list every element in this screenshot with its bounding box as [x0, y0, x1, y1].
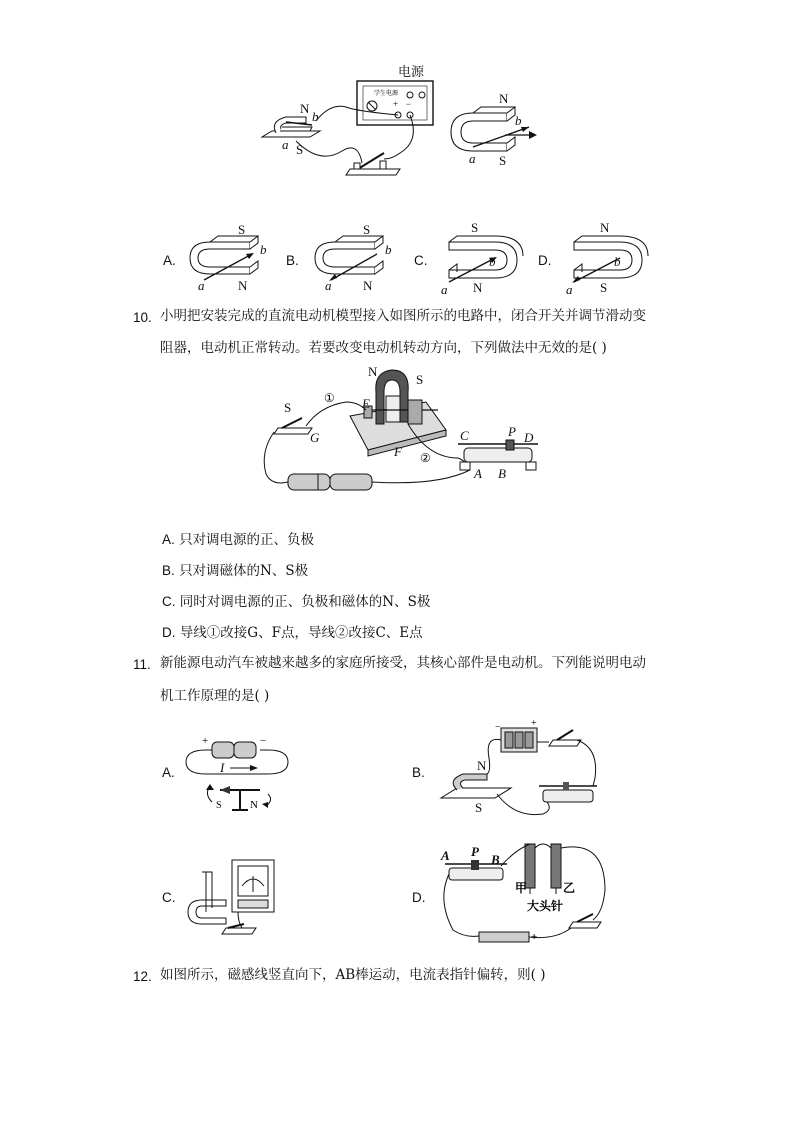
q11d-P: P	[471, 844, 479, 859]
q9-option-c-letter[interactable]: C.	[414, 253, 428, 268]
q9-b-top: S	[363, 222, 371, 237]
q11-option-c-figure	[182, 856, 282, 942]
q11-option-d-figure	[435, 840, 610, 950]
q10-stem-line2: 阻器，电动机正常转动。若要改变电动机转动方向，下列做法中无效的是( )	[160, 340, 607, 356]
q12-stem: 如图所示，磁感线竖直向下，AB棒运动，电流表指针偏转，则( )	[160, 967, 546, 983]
q11d-pins: 大头针	[527, 899, 564, 913]
q10-option-d[interactable]	[162, 626, 423, 641]
q10-option-b[interactable]	[162, 564, 308, 579]
q11d-minus: −	[473, 931, 480, 943]
q10-fig-C: C	[460, 428, 469, 443]
q9-a-a: a	[198, 278, 205, 293]
q9-a-b: b	[260, 242, 267, 257]
q10-fig-S: S	[416, 372, 424, 387]
q10-fig-wire1: ①	[324, 391, 335, 405]
q11-stem-line1: 新能源电动汽车被越来越多的家庭所接受，其核心部件是电动机。下列能说明电动	[160, 655, 646, 671]
q10-option-a[interactable]	[162, 533, 314, 548]
q9-c-a: a	[441, 282, 448, 297]
q9-ref-n: N	[499, 91, 509, 106]
q9-ref-a: a	[469, 151, 476, 166]
q9-b-bottom: N	[363, 278, 373, 293]
q10-fig-wire2: ②	[420, 451, 431, 465]
q9-option-b-figure	[305, 222, 395, 294]
q11-stem-line2: 机工作原理的是( )	[160, 688, 270, 704]
q11d-yi: 乙	[563, 881, 576, 895]
q10-option-c[interactable]	[162, 595, 430, 610]
q9-c-b: b	[489, 254, 496, 269]
q11-number: 11.	[133, 657, 151, 672]
q11b-S: S	[475, 800, 483, 815]
q9-a-bottom: N	[238, 278, 248, 293]
q11-option-c-letter[interactable]: C.	[162, 890, 176, 905]
q10-option-d-text: 导线①改接G、F点，导线②改接C、E点	[179, 625, 423, 641]
q11d-B: B	[491, 852, 500, 867]
q11-option-b-figure	[435, 718, 605, 828]
q9-option-a-letter[interactable]: A.	[163, 253, 176, 268]
q9-d-a: a	[566, 282, 573, 297]
q11a-plus: +	[202, 735, 209, 747]
q10-option-d-letter: D.	[162, 625, 176, 640]
q12-number: 12.	[133, 969, 152, 984]
q9-option-d-letter[interactable]: D.	[538, 253, 552, 268]
q10-fig-E: E	[362, 396, 370, 411]
power-panel-text: 学生电源	[374, 90, 399, 97]
q9-ref-s: S	[499, 153, 507, 168]
q11d-plus: +	[531, 931, 538, 943]
q11b-minus: −	[495, 722, 501, 733]
q10-fig-B: B	[498, 466, 506, 481]
q9-b-b: b	[385, 242, 392, 257]
q10-option-c-text: 同时对调电源的正、负极和磁体的N、S极	[179, 594, 431, 610]
q11-option-b-letter[interactable]: B.	[412, 765, 425, 780]
q11b-plus: +	[531, 718, 537, 729]
q9-option-d-figure	[560, 220, 660, 296]
q10-option-b-letter: B.	[162, 563, 175, 578]
q9-d-bottom: S	[600, 280, 608, 295]
q11-option-d-letter[interactable]: D.	[412, 890, 426, 905]
q11a-minus: −	[260, 735, 267, 747]
q10-fig-A: A	[474, 466, 482, 481]
q10-fig-switch: S	[284, 400, 292, 415]
q10-stem-line1: 小明把安装完成的直流电动机模型接入如图所示的电路中，闭合开关并调节滑动变	[160, 308, 646, 324]
q10-fig-N: N	[368, 364, 378, 379]
q10-fig-G: G	[310, 430, 320, 445]
power-supply-label: 电源	[398, 65, 425, 80]
q9-reference-magnet	[445, 91, 545, 170]
q10-number: 10.	[133, 310, 152, 325]
q9-option-a-figure	[180, 222, 270, 294]
q11a-S: S	[216, 800, 222, 811]
q11d-jia: 甲	[515, 881, 528, 895]
q11a-N: N	[250, 799, 258, 811]
q11b-N: N	[477, 758, 487, 773]
q9-d-top: N	[600, 220, 610, 235]
q10-option-a-letter: A.	[162, 532, 175, 547]
q11-option-a-figure	[182, 728, 292, 816]
q9-fig-n: N	[300, 101, 310, 116]
q10-fig-F: F	[394, 444, 402, 459]
power-minus: −	[406, 99, 412, 109]
q10-circuit-figure	[258, 362, 548, 498]
q10-fig-P: P	[508, 424, 516, 439]
q10-fig-D: D	[524, 430, 534, 445]
q10-option-a-text: 只对调电源的正、负极	[179, 532, 315, 548]
q9-c-top: S	[471, 220, 479, 235]
q11d-A: A	[441, 848, 450, 863]
q9-a-top: S	[238, 222, 246, 237]
q11a-I: I	[220, 760, 225, 775]
q9-c-bottom: N	[473, 280, 483, 295]
q9-b-a: a	[325, 278, 332, 293]
q10-option-b-text: 只对调磁体的N、S极	[179, 563, 309, 579]
q9-option-c-figure	[435, 220, 535, 296]
power-plus: +	[393, 99, 399, 109]
q9-ref-b: b	[515, 113, 522, 128]
q9-fig-a: a	[282, 137, 289, 152]
q9-option-b-letter[interactable]: B.	[286, 253, 299, 268]
q9-d-b: b	[614, 254, 621, 269]
q9-fig-s: S	[296, 142, 304, 157]
q11-option-a-letter[interactable]: A.	[162, 765, 175, 780]
q10-option-c-letter: C.	[162, 594, 176, 609]
q9-fig-b: b	[312, 109, 319, 124]
